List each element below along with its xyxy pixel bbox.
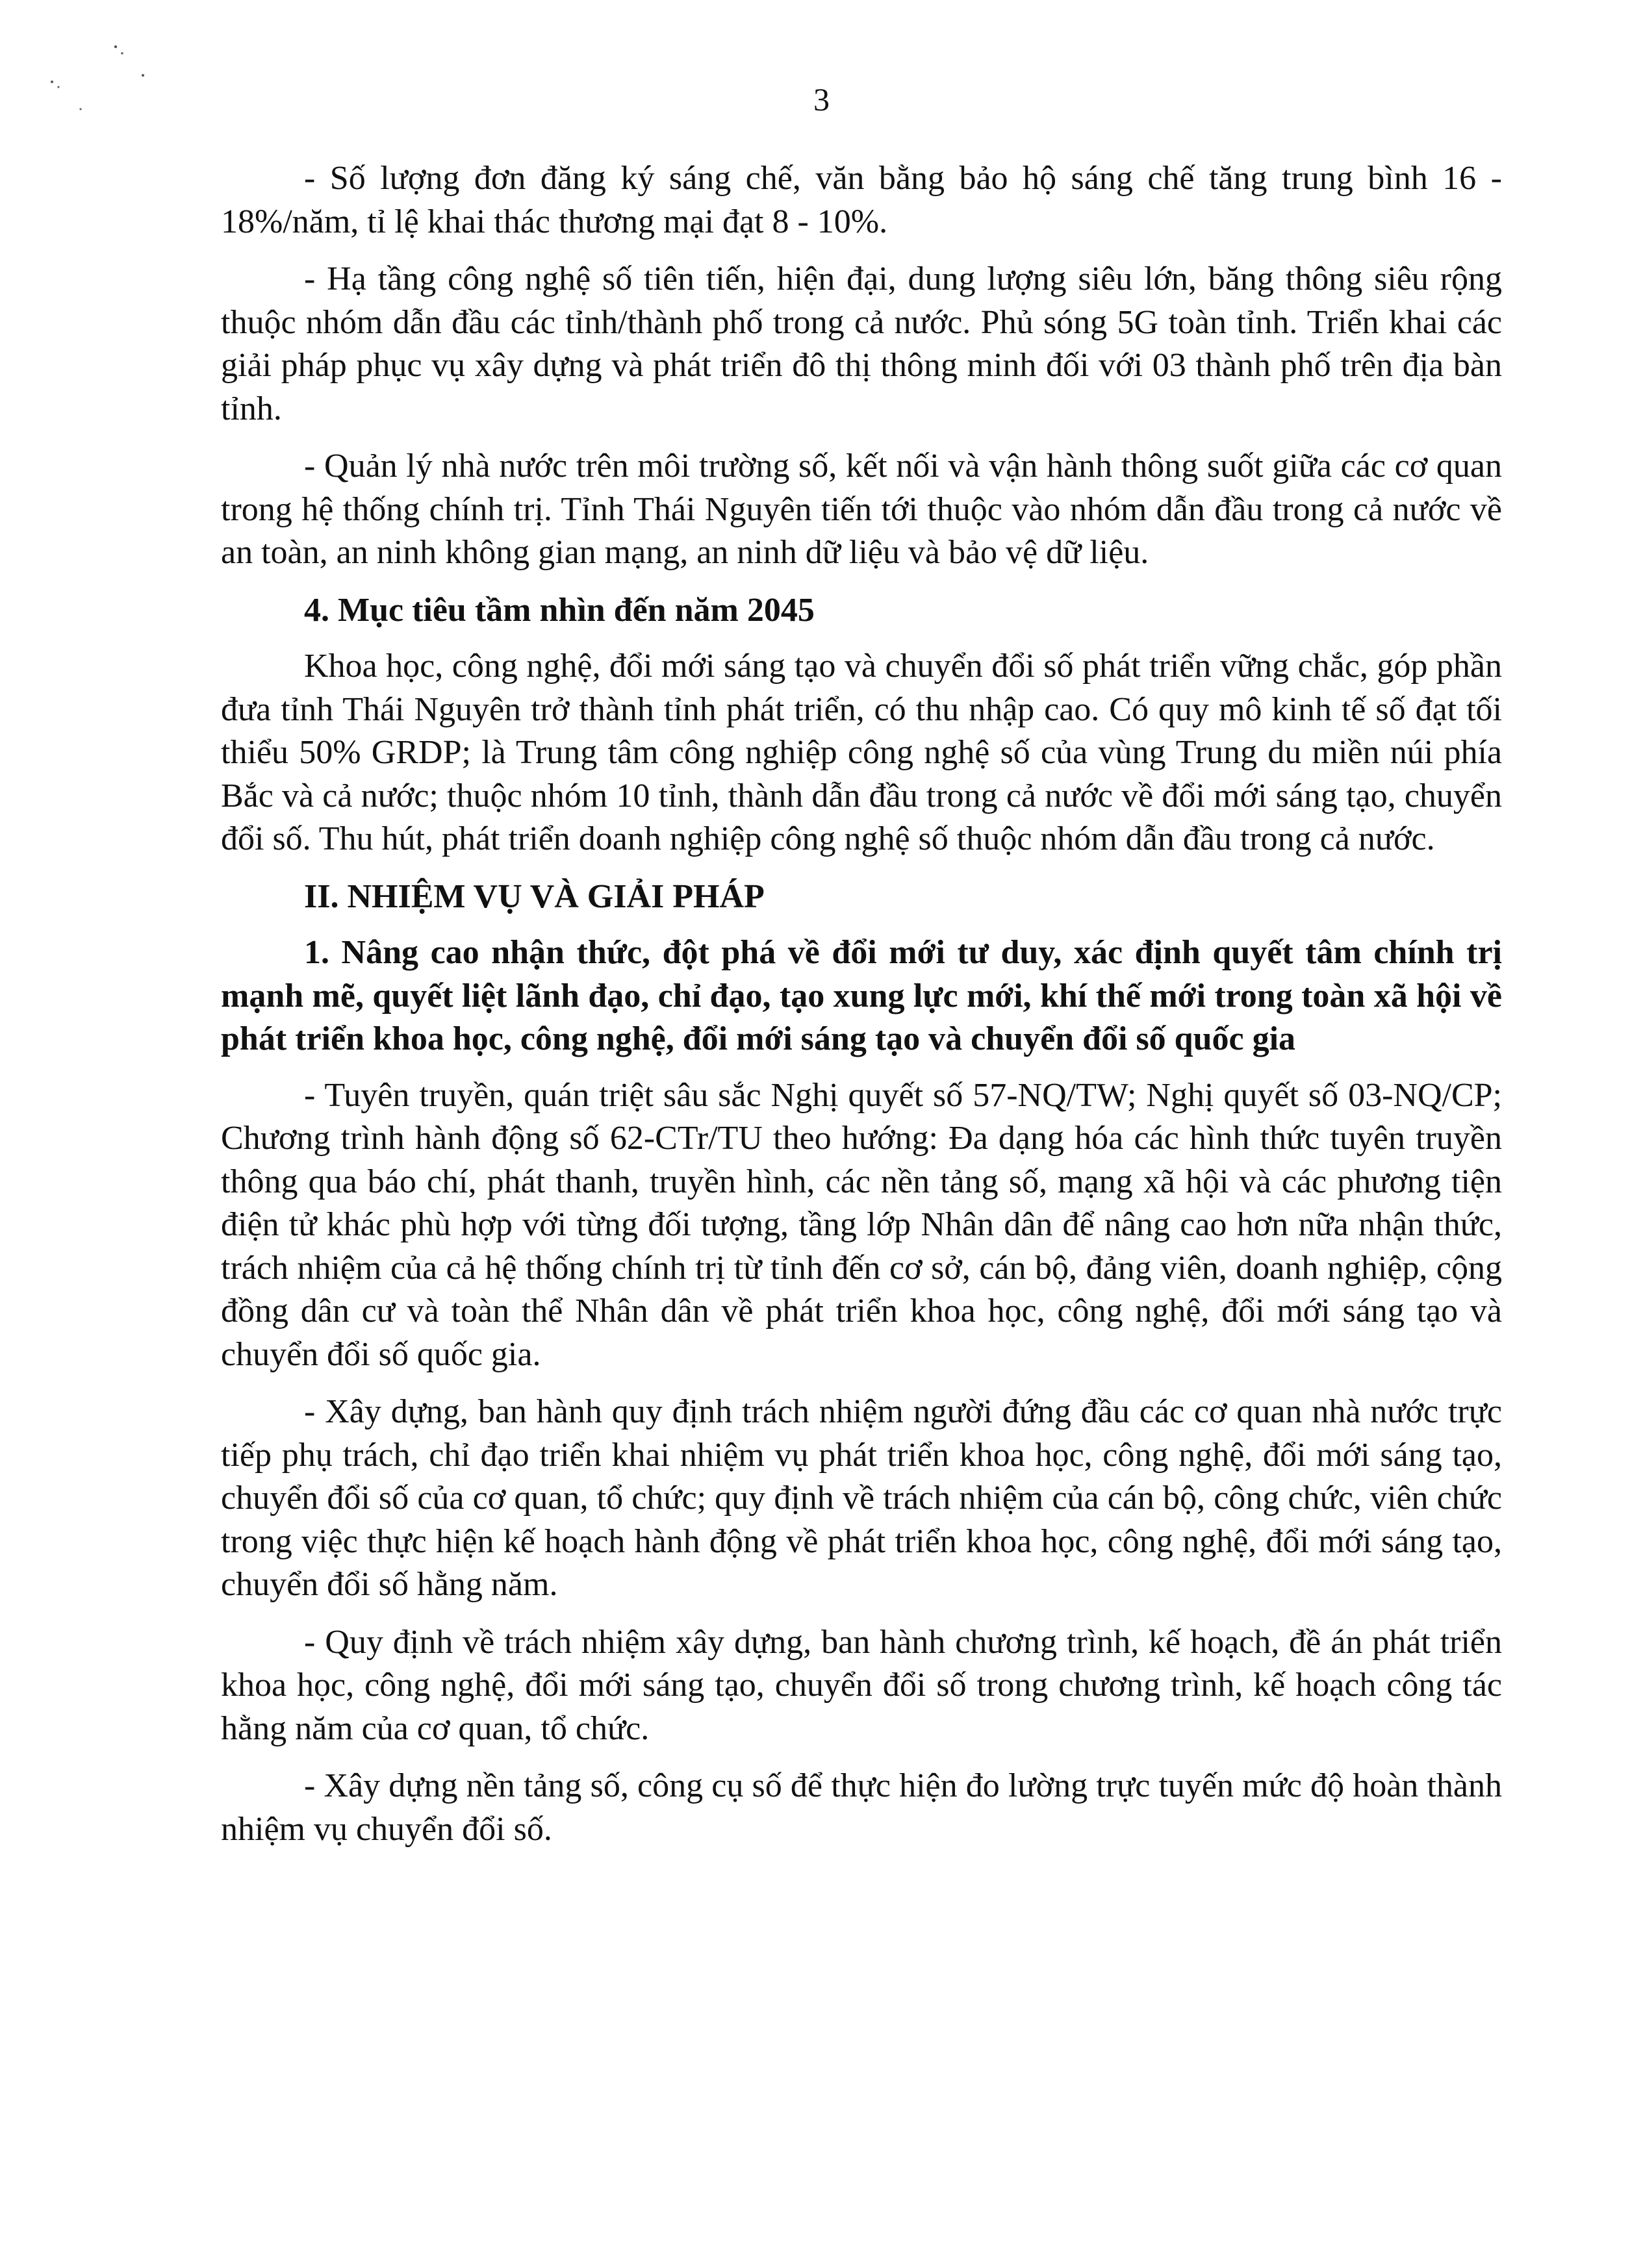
paragraph-state-management: - Quản lý nhà nước trên môi trường số, kết nối và vận hành thông suốt giữa các cơ quan trong hệ thống chính trị. Tỉnh Thái Nguyên tiến tới thuộc vào nhóm dẫn đầu trong cả nước về an toàn, an ninh không gian mạng, an ninh dữ liệu và bảo vệ dữ liệu.: [221, 447, 1502, 571]
document-body: [221, 157, 1502, 1865]
paragraph-program-planning: - Quy định về trách nhiệm xây dựng, ban hành chương trình, kế hoạch, đề án phát triển khoa học, công nghệ, đổi mới sáng tạo, chuyển đổi số trong chương trình, kế hoạch công tác hằng năm của cơ quan, tổ chức.: [221, 1623, 1502, 1747]
page-number: 3: [813, 81, 830, 118]
paragraph-vision-2045: Khoa học, công nghệ, đổi mới sáng tạo và chuyển đổi số phát triển vững chắc, góp phần đưa tỉnh Thái Nguyên trở thành tỉnh phát triển, có thu nhập cao. Có quy mô kinh tế số đạt tối thiểu 50% GRDP; là Trung tâm công nghiệp công nghệ số của vùng Trung du miền núi phía Bắc và cả nước; thuộc nhóm 10 tỉnh, thành dẫn đầu trong cả nước về đổi mới sáng tạo, chuyển đổi số. Thu hút, phát triển doanh nghiệp công nghệ số thuộc nhóm dẫn đầu trong cả nước.: [221, 648, 1502, 857]
paragraph-digital-infrastructure: - Hạ tầng công nghệ số tiên tiến, hiện đại, dung lượng siêu lớn, băng thông siêu rộng thuộc nhóm dẫn đầu các tỉnh/thành phố trong cả nước. Phủ sóng 5G toàn tỉnh. Triển khai các giải pháp phục vụ xây dựng và phát triển đô thị thông minh đối với 03 thành phố trên địa bàn tỉnh.: [221, 260, 1502, 427]
paragraph-digital-platform: - Xây dựng nền tảng số, công cụ số để thực hiện đo lường trực tuyến mức độ hoàn thành nhiệm vụ chuyển đổi số.: [221, 1767, 1502, 1848]
paragraph-propaganda: - Tuyên truyền, quán triệt sâu sắc Nghị quyết số 57-NQ/TW; Nghị quyết số 03-NQ/CP; Chương trình hành động số 62-CTr/TU theo hướng: Đa dạng hóa các hình thức tuyên truyền thông qua báo chí, phát thanh, truyền hình, các nền tảng số, mạng xã hội và các phương tiện điện tử khác phù hợp với từng đối tượng, tầng lớp Nhân dân để nâng cao hơn nữa nhận thức, trách nhiệm của cả hệ thống chính trị từ tỉnh đến cơ sở, cán bộ, đảng viên, doanh nghiệp, cộng đồng dân cư và toàn thể Nhân dân về phát triển khoa học, công nghệ, đổi mới sáng tạo và chuyển đổi số quốc gia.: [221, 1076, 1502, 1373]
section-heading-vision-2045: 4. Mục tiêu tầm nhìn đến năm 2045: [304, 591, 815, 629]
chapter-heading-tasks-and-solutions: II. NHIỆM VỤ VÀ GIẢI PHÁP: [304, 877, 765, 915]
section-heading-raise-awareness: 1. Nâng cao nhận thức, đột phá về đổi mới tư duy, xác định quyết tâm chính trị mạnh mẽ, quyết liệt lãnh đạo, chỉ đạo, tạo xung lực mới, khí thế mới trong toàn xã hội về phát triển khoa học, công nghệ, đổi mới sáng tạo và chuyển đổi số quốc gia: [221, 934, 1502, 1057]
paragraph-responsibility-regulation: - Xây dựng, ban hành quy định trách nhiệm người đứng đầu các cơ quan nhà nước trực tiếp phụ trách, chỉ đạo triển khai nhiệm vụ phát triển khoa học, công nghệ, đổi mới sáng tạo, chuyển đổi số của cơ quan, tổ chức; quy định về trách nhiệm của cán bộ, công chức, viên chức trong việc thực hiện kế hoạch hành động về phát triển khoa học, công nghệ, đổi mới sáng tạo, chuyển đổi số hằng năm.: [221, 1393, 1502, 1603]
paragraph-patent-applications: - Số lượng đơn đăng ký sáng chế, văn bằng bảo hộ sáng chế tăng trung bình 16 - 18%/năm, tỉ lệ khai thác thương mại đạt 8 - 10%.: [221, 160, 1502, 240]
